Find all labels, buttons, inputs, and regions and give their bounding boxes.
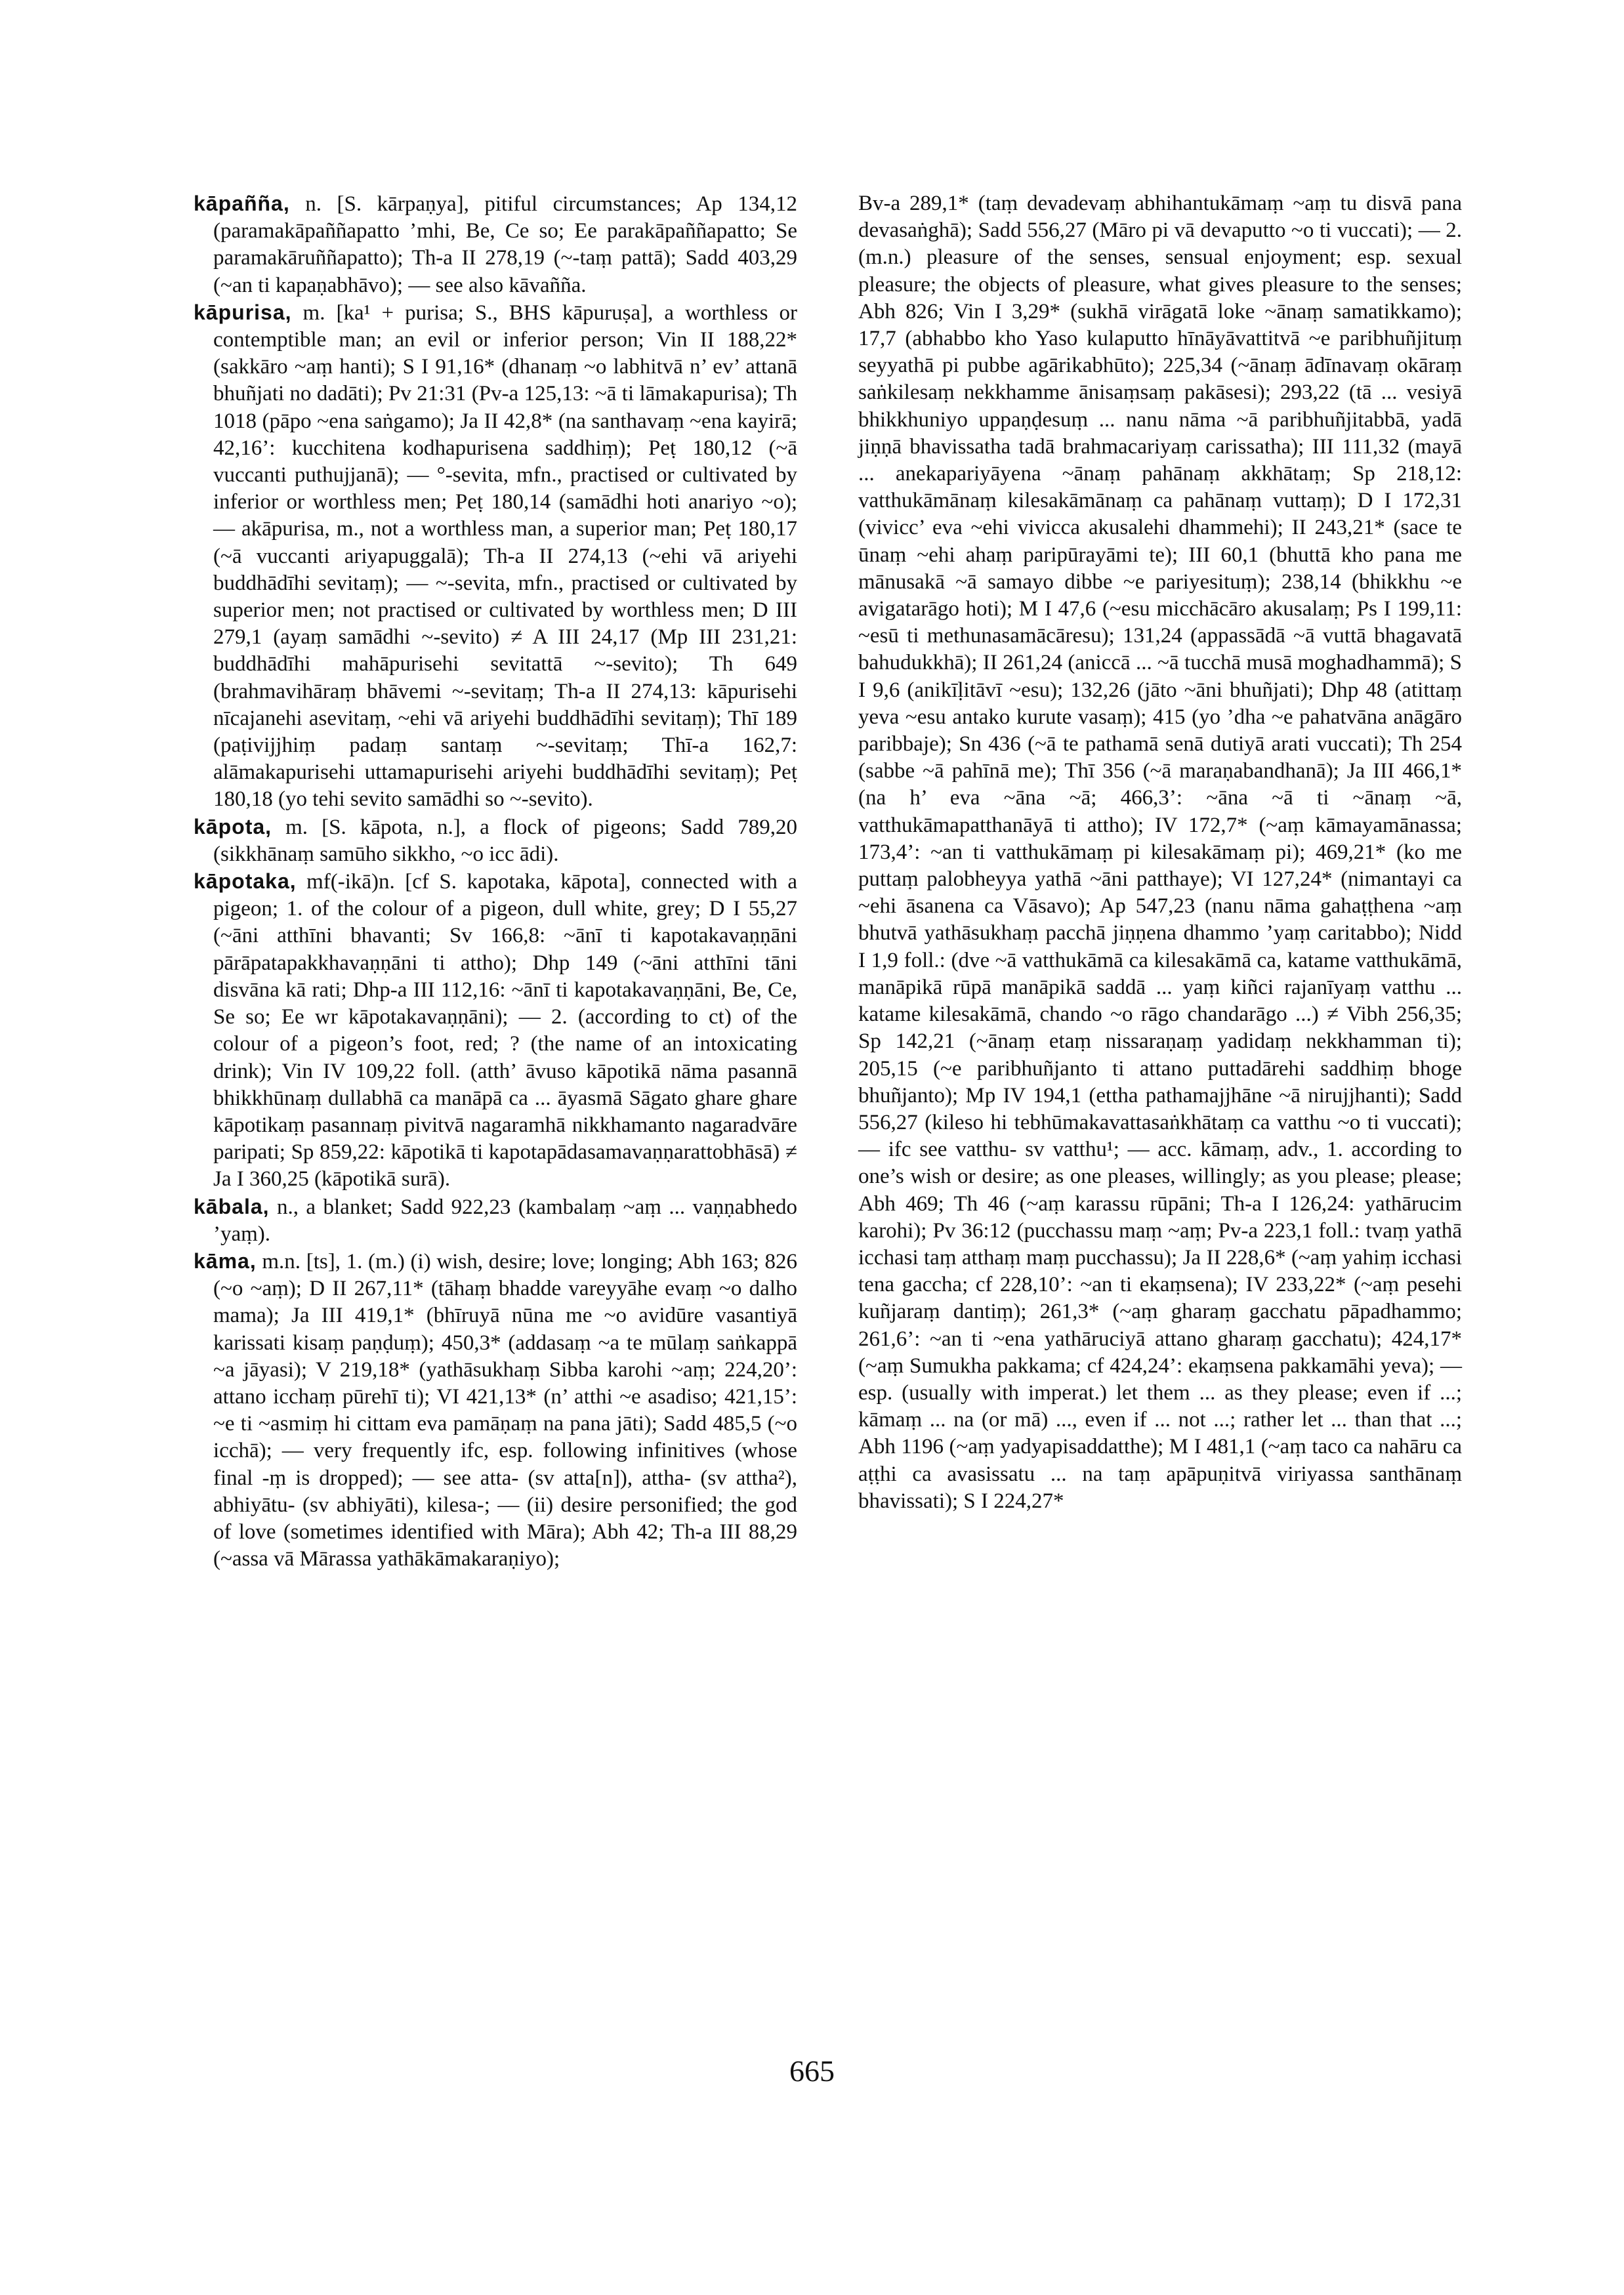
dictionary-entry (858, 190, 1462, 1515)
entry-body: n., a blanket; Sadd 922,23 (kambalaṃ ~aṃ ... vaṇṇabhedo ’yaṃ). (213, 1195, 798, 1246)
dictionary-entry (194, 868, 797, 1193)
entry-body: Bv-a 289,1* (taṃ devadevaṃ abhihantukāmaṃ ~aṃ tu disvā pana devasaṅghā); Sadd 556,27 (Māro pi vā devaputto ~o ti vuccati); — 2. (m.n.) pleasure of the senses, sensual enjoyment; esp. sexual pleasure; the objects of pleasure, what gives pleasure to the senses; Abh 826; Vin I 3,29* (sukhā virāgatā loke ~ānaṃ samatikkamo); 17,7 (abhabbo kho Yaso kulaputto hīnāyāvattitvā ~e paribhuñjituṃ seyyathā pi pubbe agārikabhūto); 225,34 (~ānaṃ ādīnavaṃ okāraṃ saṅkilesaṃ nekkhamme ānisaṃsaṃ pakāsesi); 293,22 (tā ... vesiyā bhikkhuniyo uppaṇḍesuṃ ... nanu nāma ~ā paribhuñjitabbā, yadā jiṇṇā bhavissatha tadā brahmacariyaṃ carissatha); III 111,32 (mayā ... anekapariyāyena ~ānaṃ pahānaṃ akkhātaṃ; Sp 218,12: vatthukāmānaṃ kilesakāmānaṃ ca pahānaṃ vuttaṃ); D I 172,31 (vivicc’ eva ~ehi vivicca akusalehi dhammehi); II 243,21* (sace te ūnaṃ ~ehi ahaṃ paripūrayāmi te); III 60,1 (bhuttā kho pana me mānusakā ~ā samayo dibbe ~e pariyesituṃ); 238,14 (bhikkhu ~e avigatarāgo hoti); M I 47,6 (~esu micchācāro akusalaṃ; Ps I 199,11: ~esū ti methunasamācāresu); 131,24 (appassādā ~ā vuttā bhagavatā bahudukkhā); II 261,24 (aniccā ... ~ā tucchā musā moghadhammā); S I 9,6 (anikīḷitāvī ~esu); 132,26 (jāto ~āni bhuñjati); Dhp 48 (atittaṃ yeva ~esu antako kurute vasaṃ); 415 (yo ’dha ~e pahatvāna anāgāro paribbaje); Sn 436 (~ā te pathamā senā dutiyā arati vuccati); Th 254 (sabbe ~ā pahīnā me); Thī 356 (~ā maraṇabandhanā); Ja III 466,1* (na h’ eva ~āna ~ā; 466,3’: ~āna ~ā ti ~ānaṃ ~ā, vatthukāmapatthanāyā ti attho); IV 172,7* (~aṃ kāmayamānassa; 173,4’: ~an ti vatthukāmaṃ pi kilesakāmaṃ pi); 469,21* (ko me puttaṃ palobheyya yathā ~āni patthaye); VI 127,24* (nimantayi ca ~ehi āsanena ca Vāsavo); Ap 547,23 (nanu nāma gahaṭṭhena ~aṃ bhutvā yathāsukhaṃ pacchā jiṇṇena dhammo ’yaṃ caritabbo); Nidd I 1,9 foll.: (dve ~ā vatthukāmā ca kilesakāmā ca, katame vatthukāmā, manāpikā rūpā manāpikā saddā ... yaṃ kiñci rajanīyaṃ vatthu ... katame kilesakāmā, chando ~o rāgo chandarāgo ...) ≠ Vibh 256,35; Sp 142,21 (~ānaṃ etaṃ nissaraṇaṃ yadidaṃ nekkhamman ti); 205,15 (~e paribhuñjanto ti attano puttadārehi saddhiṃ bhoge bhuñjanto); Mp IV 194,1 (ettha pathamajjhāne ~ā nirujjhanti); Sadd 556,27 (kileso hi tebhūmakavattasaṅkhātaṃ ca vatthu ~o ti vuccati); — ifc see vatthu- sv vatthu¹; — acc. kāmaṃ, adv., 1. according to one’s wish or desire; as one pleases, willingly; as you please; please; Abh 469; Th 46 (~aṃ karassu rūpāni; Th-a I 126,24: yathārucim karohi); Pv 36:12 (pucchassu maṃ ~aṃ; Pv-a 223,1 foll.: tvaṃ yathā icchasi taṃ atthaṃ maṃ pucchassu); Ja II 228,6* (~aṃ yahiṃ icchasi tena gaccha; cf 228,10’: ~an ti ekaṃsena); IV 233,22* (~aṃ pesehi kuñjaraṃ dantiṃ); 261,3* (~aṃ gharaṃ gacchatu pāpadhammo; 261,6’: ~an ti ~ena yathāruciyā attano gharaṃ gacchatu); 424,17* (~aṃ Sumukha pakkama; cf 424,24’: ekaṃsena pakkamāhi yeva); — esp. (usually with imperat.) let them ... as they please; even if ...; kāmaṃ ... na (or mā) ..., even if ... not ...; rather let ... than that ...; Abh 1196 (~aṃ yadyapisaddatthe); M I 481,1 (~aṃ taco ca nahāru ca aṭṭhi ca avasissatu ... na taṃ apāpuṇitvā viriyassa santhānaṃ bhavissati); S I 224,27* (858, 192, 1462, 1513)
right-column (858, 190, 1462, 1515)
entry-body: m. [ka¹ + purisa; S., BHS kāpuruṣa], a worthless or contemptible man; an evil or inferior person; Vin II 188,22* (sakkāro ~aṃ hanti); S I 91,16* (dhanaṃ ~o labhitvā n’ ev’ attanā bhuñjati no dadāti); Pv 21:31 (Pv-a 125,13: ~ā ti lāmakapurisa); Th 1018 (pāpo ~ena saṅgamo); Ja II 42,8* (na santhavaṃ ~ena kayirā; 42,16’: kucchitena kodhapurisena saddhiṃ); Peṭ 180,12 (~ā vuccanti puthujjanā); — °-sevita, mfn., practised or cultivated by inferior or worthless men; Peṭ 180,14 (samādhi hoti anariyo ~o); — akāpurisa, m., not a worthless man, a superior man; Peṭ 180,17 (~ā vuccanti ariyapuggalā); Th-a II 274,13 (~ehi vā ariyehi buddhādīhi sevitaṃ); — ~-sevita, mfn., practised or cultivated by superior men; not practised or cultivated by worthless men; D III 279,1 (ayaṃ samādhi ~-sevito) ≠ A III 24,17 (Mp III 231,21: buddhādīhi mahāpurisehi sevitattā ~-sevito); Th 649 (brahmavihāraṃ bhāvemi ~-sevitaṃ; Th-a II 274,13: kāpurisehi nīcajanehi asevitaṃ, ~ehi vā ariyehi buddhādīhi sevitaṃ); Thī 189 (paṭivijjhiṃ padaṃ santaṃ ~-sevitaṃ; Thī-a 162,7: alāmakapurisehi uttamapurisehi ariyehi buddhādīhi sevitaṃ); Peṭ 180,18 (yo tehi sevito samādhi so ~-sevito). (213, 300, 798, 812)
dictionary-entry (194, 1193, 797, 1248)
dictionary-entry (194, 1248, 797, 1573)
entry-headword: kāpurisa, (194, 300, 292, 324)
page-number: 665 (789, 2054, 835, 2088)
entry-body: n. [S. kārpaṇya], pitiful circumstances; Ap 134,12 (paramakāpaññapatto ’mhi, Be, Ce so; Ee parakāpaññapatto; Se paramakāruññapatto); Th-a II 278,19 (~-taṃ pattā); Sadd 403,29 (~an ti kapaṇabhāvo); — see also kāvañña. (213, 192, 797, 297)
entry-body: mf(-ikā)n. [cf S. kapotaka, kāpota], connected with a pigeon; 1. of the colour of a pigeon, dull white, grey; D I 55,27 (~āni atthīni bhavanti; Sv 166,8: ~ānī ti kapotakavaṇṇāni pārāpatapakkhavaṇṇāni ti attho); Dhp 149 (~āni atthīni tāni disvāna kā rati; Dhp-a III 112,16: ~ānī ti kapotakavaṇṇāni, Be, Ce, Se so; Ee wr kāpotakavaṇṇāni); — 2. (according to ct) of the colour of a pigeon’s foot, red; ? (the name of an intoxicating drink); Vin IV 109,22 foll. (atth’ āvuso kāpotikā nāma pasannā bhikkhūnaṃ dullabhā ca manāpā ca ... āyasmā Sāgato ghare ghare kāpotikaṃ pasannaṃ pivitvā nagaramhā nikkhamanto nagaradvāre paripati; Sp 859,22: kāpotikā ti kapotapādasamavaṇṇarattobhāsā) ≠ Ja I 360,25 (kāpotikā surā). (213, 870, 797, 1191)
dictionary-entry (194, 299, 797, 814)
entry-headword: kāma, (194, 1249, 257, 1273)
entry-headword: kābala, (194, 1194, 270, 1218)
entry-headword: kāpañña, (194, 192, 290, 215)
dictionary-entry (194, 814, 797, 868)
entry-headword: kāpotaka, (194, 869, 297, 894)
entry-body: m. [S. kāpota, n.], a flock of pigeons; Sadd 789,20 (sikkhānaṃ samūho sikkho, ~o icc ādi). (213, 815, 797, 866)
entry-headword: kāpota, (194, 814, 272, 838)
entry-body: m.n. [ts], 1. (m.) (i) wish, desire; love; longing; Abh 163; 826 (~o ~aṃ); D II 267,11* (tāhaṃ bhadde vareyyāhe evaṃ ~o dalho mama); Ja III 419,1* (bhīruyā nūna me ~o avidūre vasantiyā karissati kisaṃ paṇḍuṃ); 450,3* (addasaṃ ~a te mūlaṃ saṅkappā ~a jāyasi); V 219,18* (yathāsukhaṃ Sibba karohi ~aṃ; 224,20’: attano icchaṃ pūrehī ti); VI 421,13* (n’ atthi ~e asadiso; 421,15’: ~e ti ~asmiṃ hi cittam eva pamāṇaṃ na pana jāti); Sadd 485,5 (~o icchā); — very frequently ifc, esp. following infinitives (whose final -ṃ is dropped); — see atta- (sv atta[n]), attha- (sv attha²), abhiyātu- (sv abhiyāti), kilesa-; — (ii) desire personified; the god of love (sometimes identified with Māra); Abh 42; Th-a III 88,29 (~assa vā Mārassa yathākāmakaraṇiyo); (213, 1249, 797, 1571)
dictionary-entry (194, 190, 797, 299)
left-column (194, 190, 797, 1573)
